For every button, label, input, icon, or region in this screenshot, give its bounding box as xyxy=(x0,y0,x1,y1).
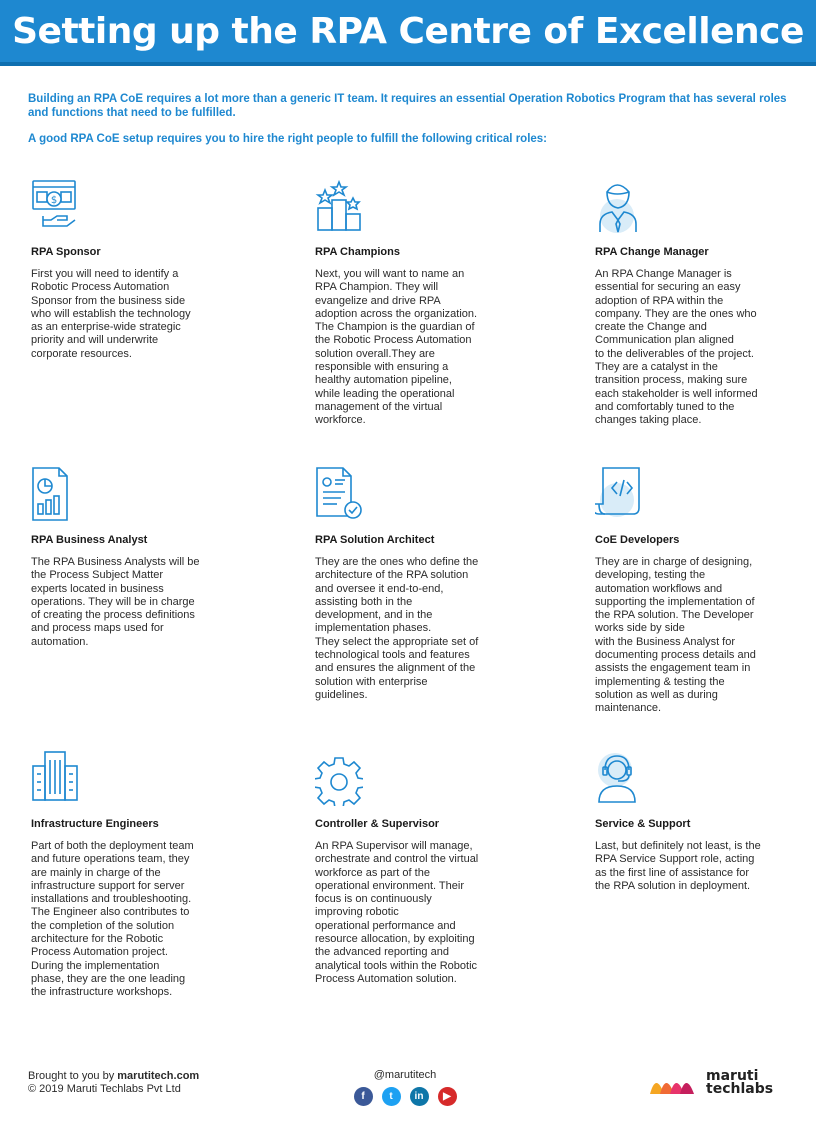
building-icon xyxy=(31,750,79,806)
role-card-service-support xyxy=(595,750,795,893)
intro-section xyxy=(28,92,788,146)
role-card-coe-developers xyxy=(595,466,795,716)
role-title: CoE Developers xyxy=(595,534,680,546)
youtube-icon[interactable]: ▶ xyxy=(438,1087,457,1106)
role-description: They are the ones who define the architecture of the RPA solution and oversee it end-to-end, assisting both in the development, and in the implementation phases. They select the appropriate set of technological tools and features and ensures the alignment of the solution with enterprise guidelines. xyxy=(315,556,479,701)
role-title: RPA Business Analyst xyxy=(31,534,148,546)
document-check-icon xyxy=(315,466,363,522)
page-header xyxy=(0,0,816,66)
brought-by-prefix: Brought to you by xyxy=(28,1070,118,1082)
page-title: Setting up the RPA Centre of Excellence xyxy=(12,10,804,52)
role-title: RPA Solution Architect xyxy=(315,534,435,546)
footer-credits xyxy=(28,1070,199,1096)
site-link[interactable]: marutitech.com xyxy=(117,1070,200,1082)
podium-stars-icon xyxy=(315,178,363,234)
social-handle: @marutitech xyxy=(373,1069,437,1081)
linkedin-icon[interactable]: in xyxy=(410,1087,429,1106)
gear-icon xyxy=(315,750,363,806)
social-section xyxy=(340,1069,470,1106)
role-title: Infrastructure Engineers xyxy=(31,818,159,830)
svg-text:$: $ xyxy=(50,195,58,206)
role-title: RPA Change Manager xyxy=(595,246,709,258)
intro-paragraph: Building an RPA CoE requires a lot more than a generic IT team. It requires an essential Operation Robotics Program that has several roles and functions that need to be fulfilled. xyxy=(28,93,787,119)
role-card-solution-architect xyxy=(315,466,515,702)
code-scroll-icon xyxy=(595,466,643,522)
role-description: An RPA Change Manager is essential for securing an easy adoption of RPA within the company. They are the ones who create the Change and Communication plan aligned to the deliverables of the project. They are a catalyst in the transition process, making sure each stakeholder is well informed and comfortably tuned to the changes taking place. xyxy=(595,268,758,427)
role-title: RPA Champions xyxy=(315,246,400,258)
role-card-change-manager xyxy=(595,178,795,428)
manager-person-icon xyxy=(595,178,643,234)
role-description: First you will need to identify a Robotic Process Automation Sponsor from the business side who will establish the technology as an enterprise-wide strategic priority and will underwrite corporate resources. xyxy=(31,268,191,360)
facebook-icon[interactable]: f xyxy=(354,1087,373,1106)
role-card-sponsor xyxy=(31,178,231,361)
role-card-champions xyxy=(315,178,515,428)
logo-mark-icon xyxy=(648,1070,700,1096)
intro-roles-lead: A good RPA CoE setup requires you to hire the right people to fulfill the following critical roles: xyxy=(28,133,548,145)
role-title: Controller & Supervisor xyxy=(315,818,440,830)
sponsor-money-icon xyxy=(31,178,79,234)
role-title: Service & Support xyxy=(595,818,691,830)
copyright: © 2019 Maruti Techlabs Pvt Ltd xyxy=(28,1083,181,1095)
role-description: Last, but definitely not least, is the RPA Service Support role, acting as the first line of assistance for the RPA solution in deployment. xyxy=(595,840,761,892)
headset-support-icon xyxy=(595,750,643,806)
role-card-controller-supervisor xyxy=(315,750,515,986)
role-description: The RPA Business Analysts will be the Process Subject Matter experts located in business operations. They will be in charge of creating the process definitions and process maps used for automation. xyxy=(31,556,200,648)
role-description: An RPA Supervisor will manage, orchestrate and control the virtual workforce as part of the operational environment. Their focus is on continuously improving robotic operational performance and resource allocation, by exploiting the advanced reporting and analytical tools within the Robotic Process Automation solution. xyxy=(315,840,479,985)
role-card-business-analyst xyxy=(31,466,231,649)
logo-line-1: maruti xyxy=(706,1068,759,1084)
report-chart-icon xyxy=(31,466,79,522)
role-title: RPA Sponsor xyxy=(31,246,101,258)
twitter-icon[interactable]: t xyxy=(382,1087,401,1106)
logo-line-2: techlabs xyxy=(706,1081,774,1097)
logo-wordmark xyxy=(706,1070,773,1096)
role-description: Next, you will want to name an RPA Champion. They will evangelize and drive RPA adoption across the organization. The Champion is the guardian of the Robotic Process Automation solution overall.They are responsible with ensuring a healthy automation pipeline, while leading the operational management of the virtual workforce. xyxy=(315,268,478,427)
role-description: Part of both the deployment team and future operations team, they are mainly in charge of the infrastructure support for server installations and troubleshooting. The Engineer also contributes to the completion of the solution architecture for the Robotic Process Automation project. During the implementation phase, they are the one leading the infrastructure workshops. xyxy=(31,840,194,999)
social-icons xyxy=(340,1087,470,1106)
role-card-infrastructure-engineers xyxy=(31,750,231,1000)
role-description: They are in charge of designing, developing, testing the automation workflows and supporting the implementation of the RPA solution. The Developer works side by side with the Business Analyst for documenting process details and assists the engagement team in implementing & testing the solution as well as during maintenance. xyxy=(595,556,756,715)
maruti-techlabs-logo xyxy=(648,1070,773,1096)
brought-by-line xyxy=(28,1070,199,1083)
